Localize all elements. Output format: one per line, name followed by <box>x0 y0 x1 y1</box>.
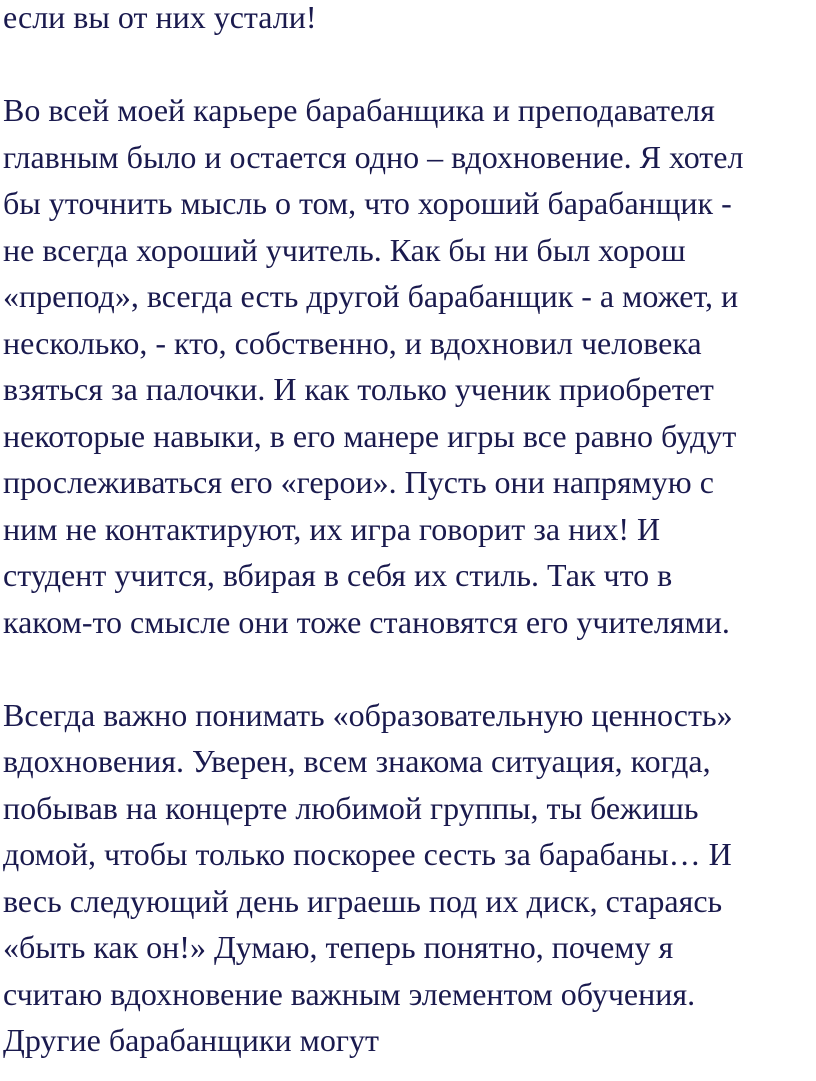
text-line: ним не контактируют, их игра говорит за них! И <box>3 510 661 547</box>
text-line: «быть как он!» Думаю, теперь понятно, почему я <box>3 929 674 965</box>
text-line: вдохновения. Уверен, всем знакома ситуация, когда, <box>3 743 711 779</box>
text-line: взяться за палочки. И как только ученик приобретет <box>3 371 714 407</box>
text-line: каком-то смысле они тоже становятся его учителями. <box>3 603 730 640</box>
text-line: весь следующий день играешь под их диск, стараясь <box>3 882 723 919</box>
text-line: Другие барабанщики могут <box>3 1022 379 1058</box>
text-line: «препод», всегда есть другой барабанщик - а может, и <box>3 278 739 314</box>
text-line: несколько, - кто, собственно, и вдохновил человека <box>3 324 702 361</box>
text-line: побывав на концерте любимой группы, ты бежишь <box>3 789 699 826</box>
text-line: Всегда важно понимать «образовательную ценность» <box>3 696 733 733</box>
paragraph-gap <box>3 41 812 88</box>
paragraph-gap <box>3 645 812 692</box>
text-line: Во всей моей карьере барабанщика и преподавателя <box>3 92 715 128</box>
text-line: студент учится, вбирая в себя их стиль. Так что в <box>3 557 673 593</box>
text-line-continuation: если вы от них устали! <box>3 0 317 35</box>
paragraph-educational-value <box>3 692 812 1064</box>
text-line: прослеживаться его «герои». Пусть они напрямую с <box>3 464 714 500</box>
text-line: не всегда хороший учитель. Как бы ни был хорош <box>3 231 686 268</box>
text-line: бы уточнить мысль о том, что хороший барабанщик - <box>3 185 732 221</box>
text-line: некоторые навыки, в его манере игры все равно будут <box>3 417 737 454</box>
text-line: считаю вдохновение важным элементом обучения. <box>3 975 696 1012</box>
text-line: домой, чтобы только поскорее сесть за барабаны… И <box>3 836 732 872</box>
text-line: главным было и остается одно – вдохновение. Я хотел <box>3 138 744 175</box>
paragraph-inspiration <box>3 87 812 645</box>
